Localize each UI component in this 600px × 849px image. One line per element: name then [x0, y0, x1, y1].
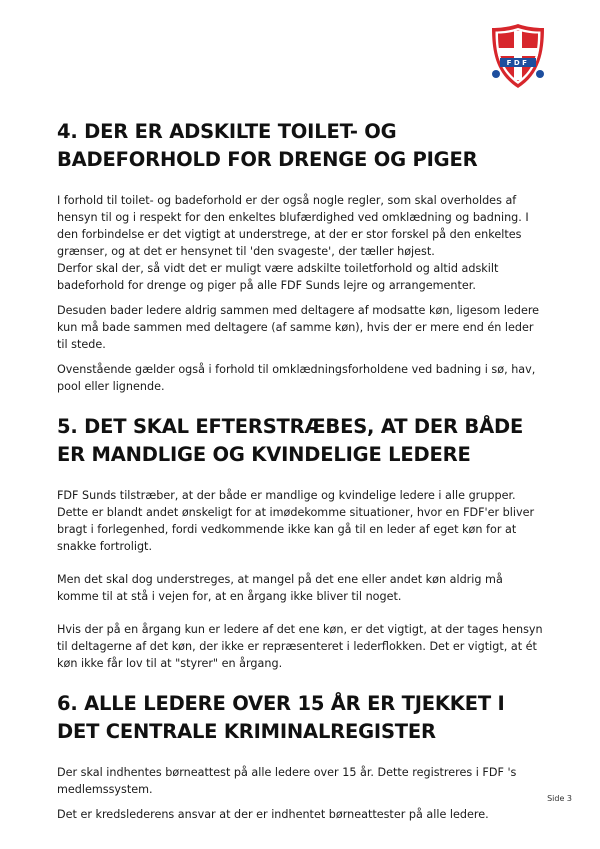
section-heading: 6. ALLE LEDERE OVER 15 ÅR ER TJEKKET I DET CENTRALE KRIMINALREGISTER	[57, 692, 505, 743]
page-number: Side 3	[547, 794, 572, 803]
section-5	[57, 413, 545, 672]
paragraph: Ovenstående gælder også i forhold til omklædningsforholdene ved badning i sø, hav, pool eller lignende.	[57, 363, 536, 393]
paragraph: Hvis der på en årgang kun er ledere af det ene køn, er det vigtigt, at der tages hensyn til deltagerne af det køn, der ikke er repræsenteret i lederflokken. Det er vigtigt, at ét køn ikke får lov til at "styrer" en årgang.	[57, 623, 543, 670]
paragraph: Det er kredslederens ansvar at der er indhentet børneattester på alle ledere.	[57, 808, 489, 821]
paragraph: Desuden bader ledere aldrig sammen med deltagere af modsatte køn, ligesom ledere kun må bade sammen med deltagere (af samme køn), hvis der er mere end én leder til stede.	[57, 304, 540, 351]
document-body	[57, 118, 545, 831]
section-6	[57, 690, 545, 823]
paragraph: I forhold til toilet- og badeforhold er der også nogle regler, som skal overholdes af hensyn til og i respekt for den enkeltes blufærdighed ved omklædning og badning. I den forbindelse er det vigtigt at understrege, at der er stor forskel på den enkeltes grænser, og at det er hensynet til 'den svageste', der tæller højest.	[57, 194, 529, 258]
paragraph: Derfor skal der, så vidt det er muligt være adskilte toiletforhold og altid adskilt badeforhold for drenge og piger på alle FDF Sunds lejre og arrangementer.	[57, 262, 499, 292]
paragraph: Der skal indhentes børneattest på alle ledere over 15 år. Dette registreres i FDF 's medlemssystem.	[57, 766, 517, 796]
paragraph: Men det skal dog understreges, at mangel på det ene eller andet køn aldrig må komme til at stå i vejen for, at en årgang ikke bliver til noget.	[57, 573, 503, 603]
section-4	[57, 118, 545, 395]
section-heading: 4. DER ER ADSKILTE TOILET- OG BADEFORHOLD FOR DRENGE OG PIGER	[57, 120, 478, 171]
section-heading: 5. DET SKAL EFTERSTRÆBES, AT DER BÅDE ER MANDLIGE OG KVINDELIGE LEDERE	[57, 415, 524, 466]
fdf-shield-logo	[488, 22, 548, 90]
logo-text: FDF	[506, 59, 530, 68]
paragraph: FDF Sunds tilstræber, at der både er mandlige og kvindelige ledere i alle grupper. Dette er blandt andet ønskeligt for at imødekomme situationer, hvor en FDF'er bliver bragt i forlegenhed, fordi vedkommende ikke kan gå til en leder af eget køn for at snakke fortroligt.	[57, 489, 535, 553]
